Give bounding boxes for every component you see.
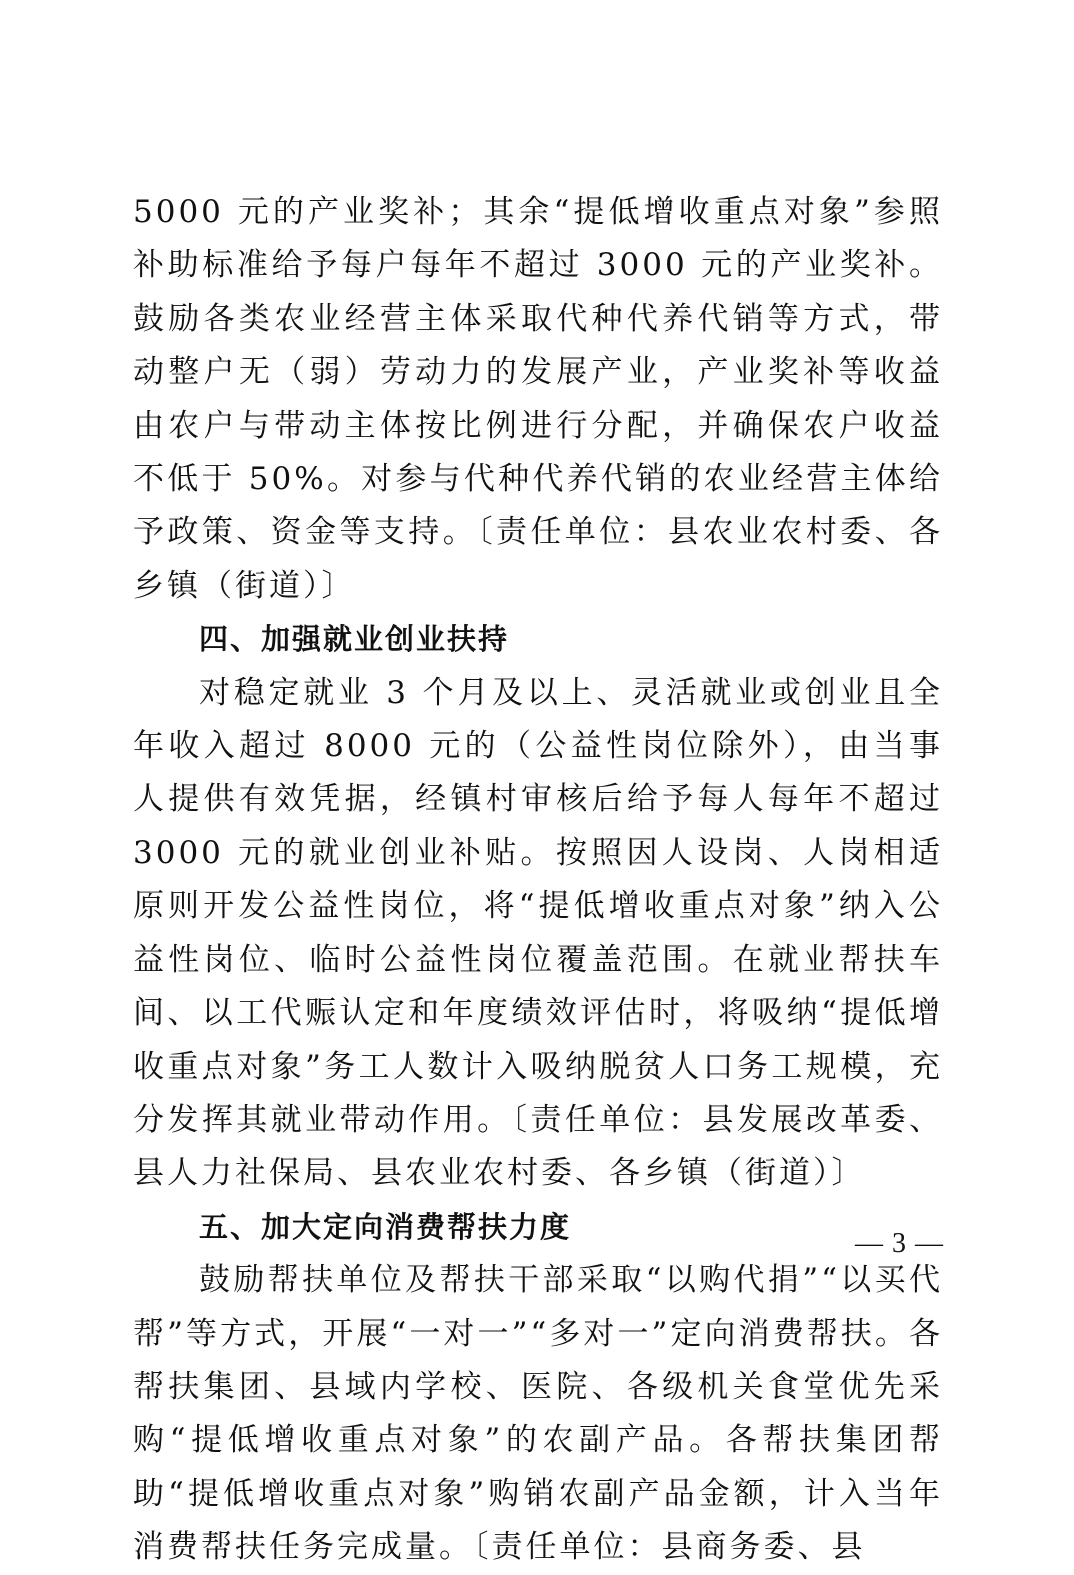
paragraph-industry-subsidy: 5000 元的产业奖补；其余“提低增收重点对象”参照补助标准给予每户每年不超过 3000 元的产业奖补。鼓励各类农业经营主体采取代种代养代销等方式，带动整户无（弱）劳动力的发展产业，产业奖补等收益由农户与带动主体按比例进行分配，并确保农户收益不低于 50%。对参与代种代养代销的农业经营主体给予政策、资金等支持。〔责任单位：县农业农村委、各乡镇（街道）〕 xyxy=(133,194,943,604)
paragraph-employment-support: 对稳定就业 3 个月及以上、灵活就业或创业且全年收入超过 8000 元的（公益性岗位除外），由当事人提供有效凭据，经镇村审核后给予每人每年不超过 3000 元的就业创业补贴。按照因人设岗、人岗相适原则开发公益性岗位，将“提低增收重点对象”纳入公益性岗位、临时公益性岗位覆盖范围。在就业帮扶车间、以工代赈认定和年度绩效评估时，将吸纳“提低增收重点对象”务工人数计入吸纳脱贫人口务工规模，充分发挥其就业带动作用。〔责任单位：县发展改革委、县人力社保局、县农业农村委、各乡镇（街道）〕 xyxy=(133,674,943,1192)
paragraph-consumption-support: 鼓励帮扶单位及帮扶干部采取“以购代捐”“以买代帮”等方式，开展“一对一”“多对一”定向消费帮扶。各帮扶集团、县域内学校、医院、各级机关食堂优先采购“提低增收重点对象”的农副产品。各帮扶集团帮助“提低增收重点对象”购销农副产品金额，计入当年消费帮扶任务完成量。〔责任单位：县商务委、县 xyxy=(133,1262,943,1566)
section-heading-consumption: 五、加大定向消费帮扶力度 xyxy=(199,1209,572,1244)
section-heading-employment: 四、加强就业创业扶持 xyxy=(199,622,510,657)
page-number: — 3 — xyxy=(855,1228,944,1259)
document-body xyxy=(133,186,943,1575)
